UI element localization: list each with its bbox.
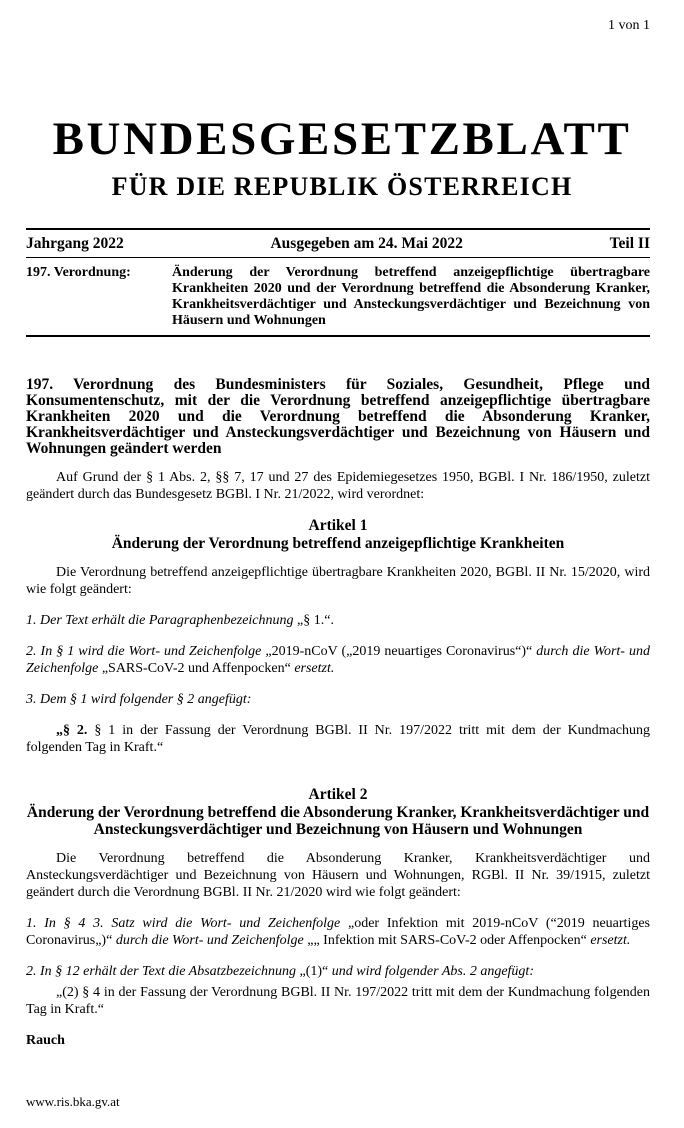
article-1-intro: Die Verordnung betreffend anzeigepflichtige übertragbare Krankheiten 2020, BGBl. II Nr. 15/2020, wird wie folgt geändert:	[26, 565, 650, 597]
preamble: Auf Grund der § 1 Abs. 2, §§ 7, 17 und 27 des Epidemiegesetzes 1950, BGBl. I Nr. 186/1950, zuletzt geändert durch das Bundesgesetz BGBl. I Nr. 21/2022, wird verordnet:	[26, 470, 650, 502]
item-text-italic: durch die Wort- und Zeichenfolge	[112, 933, 308, 948]
item-text-italic: 1. In § 4 3. Satz wird die Wort- und Zeichenfolge	[26, 916, 348, 931]
article-1-subheading: Änderung der Verordnung betreffend anzeigepflichtige Krankheiten	[111, 535, 565, 552]
header-rule-bottom	[26, 335, 650, 337]
article-2-subheading: Änderung der Verordnung betreffend die Absonderung Kranker, Krankheitsverdächtiger und Ansteckungsverdächtiger und Bezeichnung von Häusern und Wohnungen	[26, 804, 650, 838]
part-label: Teil II	[609, 235, 650, 252]
item-text-italic: ersetzt.	[586, 933, 631, 948]
article-1-heading: Artikel 1	[308, 517, 368, 534]
item-text-italic: durch die Wort- und Zeichenfolge	[26, 644, 650, 676]
item-text: „„ Infektion mit SARS-CoV-2 oder Affenpocken“	[307, 933, 587, 948]
item-text: „oder Infektion mit 2019-nCoV (“2019 neuartiges Coronavirus„)“	[26, 916, 650, 948]
article-2-item-2	[26, 963, 650, 980]
page-number: 1 von 1	[608, 18, 650, 33]
document-body	[26, 377, 650, 1049]
issue-header	[26, 228, 650, 337]
masthead	[0, 112, 684, 204]
signatory-name: Rauch	[26, 1033, 65, 1048]
article-1-item-2	[26, 643, 650, 677]
article-1-quote	[26, 722, 650, 756]
item-text-italic: und wird folgender Abs. 2 angefügt:	[328, 964, 534, 979]
gazette-subtitle: FÜR DIE REPUBLIK ÖSTERREICH	[111, 172, 573, 201]
article-2-heading: Artikel 2	[308, 786, 368, 803]
footer-url: www.ris.bka.gv.at	[26, 1094, 120, 1109]
item-text-italic: 3. Dem § 1 wird folgender § 2 angefügt:	[26, 692, 252, 707]
article-2-item-1	[26, 915, 650, 949]
item-text-italic: ersetzt.	[290, 661, 335, 676]
item-text: „SARS-CoV-2 und Affenpocken“	[101, 661, 291, 676]
item-text-italic: 2. In § 12 erhält der Text die Absatzbezeichnung	[26, 964, 300, 979]
issue-date: Ausgegeben am 24. Mai 2022	[270, 235, 463, 252]
article-1-item-3	[26, 691, 650, 708]
item-text-italic: 1. Der Text erhält die Paragraphenbezeichnung	[26, 613, 298, 628]
issue-info-row	[26, 230, 650, 257]
article-1-item-1	[26, 612, 650, 629]
quote-text: § 1 in der Fassung der Verordnung BGBl. II Nr. 197/2022 tritt mit dem der Kundmachung folgenden Tag in Kraft.“	[26, 723, 650, 755]
item-text-italic: 2. In § 1 wird die Wort- und Zeichenfolge	[26, 644, 266, 659]
document-title: 197. Verordnung des Bundesministers für Soziales, Gesundheit, Pflege und Konsumentenschutz, mit der die Verordnung betreffend anzeigepflichtige übertragbare Krankheiten 2020 und die Verordnung betreffend die Absonderung Kranker, Krankheitsverdächtiger und Ansteckungsverdächtiger und Bezeichnung von Häusern und Wohnungen geändert werden	[26, 376, 650, 457]
verordnung-summary-row	[26, 258, 650, 335]
verordnung-number: 197. Verordnung:	[26, 265, 131, 280]
jahrgang-label: Jahrgang 2022	[26, 235, 124, 252]
article-2-quote: „(2) § 4 in der Fassung der Verordnung BGBl. II Nr. 197/2022 tritt mit dem der Kundmachung folgenden Tag in Kraft.“	[26, 985, 650, 1017]
article-2-intro: Die Verordnung betreffend die Absonderung Kranker, Krankheitsverdächtiger und Ansteckungsverdächtiger und Bezeichnung von Häusern und Wohnungen, RGBl. II Nr. 39/1915, zuletzt geändert durch die Verordnung BGBl. II Nr. 21/2020 wird wie folgt geändert:	[26, 851, 650, 900]
item-text: „2019-nCoV („2019 neuartiges Coronavirus“)“	[265, 644, 533, 659]
quote-paragraph-mark: „§ 2.	[56, 723, 88, 738]
verordnung-description: Änderung der Verordnung betreffend anzeigepflichtige übertragbare Krankheiten 2020 und der Verordnung betreffend die Absonderung Kranker, Krankheitsverdächtiger und Ansteckungsverdächtiger und Bezeichnung von Häusern und Wohnungen	[172, 265, 650, 328]
item-text: „(1)“	[299, 964, 329, 979]
gazette-title: BUNDESGESETZBLATT	[52, 113, 632, 165]
item-text: „§ 1.“.	[297, 613, 334, 628]
